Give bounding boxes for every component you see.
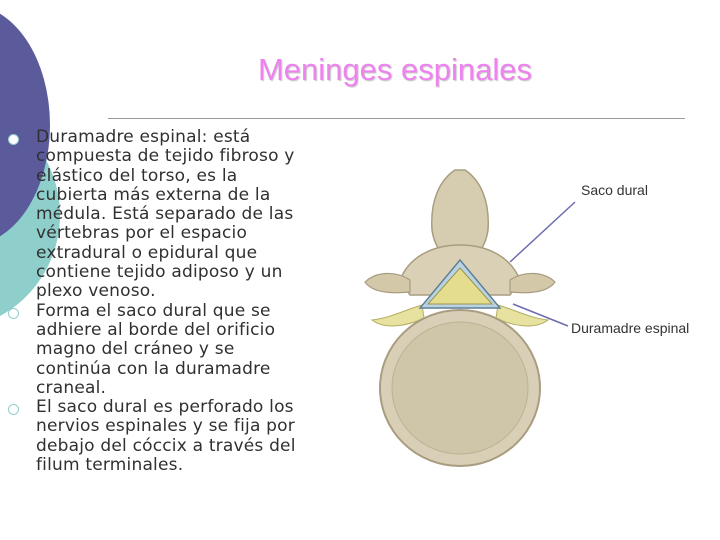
bullet-text: Duramadre espinal: está compuesta de tejido fibroso y elástico del torso, es la cubierta más externa de la médula. Está separado de las vértebras por el espacio extradural o epidural que contiene tejido adiposo y un plexo venoso. <box>36 127 295 302</box>
label-saco-dural: Saco dural <box>581 182 648 198</box>
bullet-text: Forma el saco dural que se adhiere al borde del orificio magno del cráneo y se continúa con la duramadre craneal. <box>36 300 276 398</box>
leader-line-duramadre-espinal <box>513 304 568 326</box>
leader-line-saco-dural <box>510 202 575 262</box>
label-duramadre-espinal: Duramadre espinal <box>571 320 690 336</box>
bullet-text: El saco dural es perforado los nervios espinales y se fija por debajo del cóccix a través del filum terminales. <box>36 397 296 476</box>
slide-title: Meninges espinales <box>257 52 532 87</box>
